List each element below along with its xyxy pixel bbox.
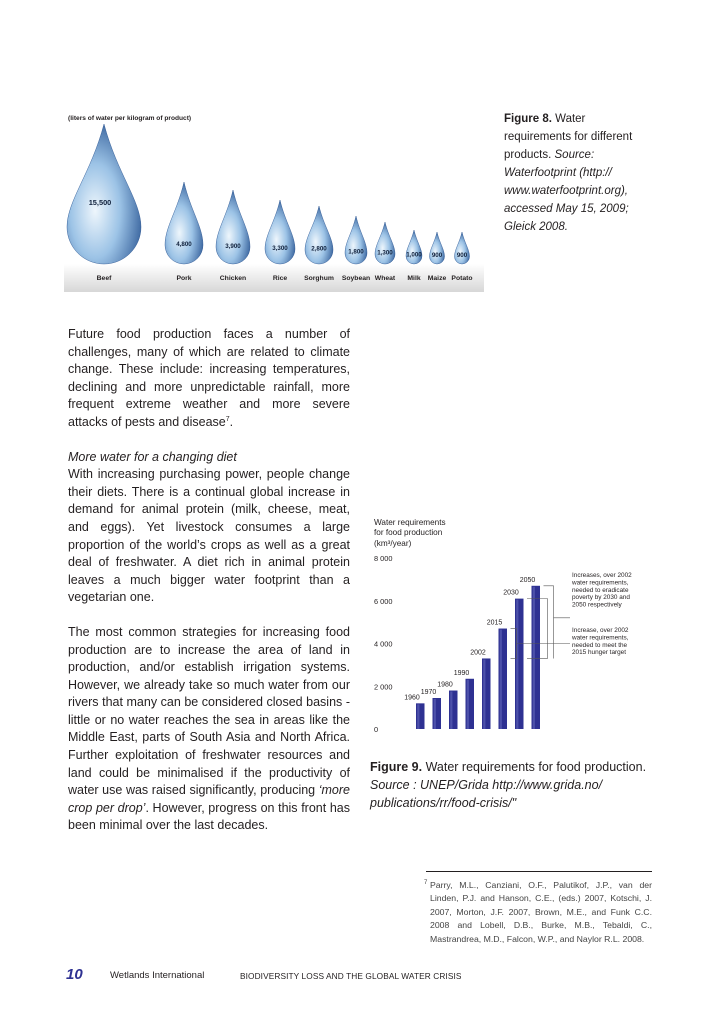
footnote-rule	[426, 871, 652, 872]
figure8-caption-label: Figure 8.	[504, 113, 552, 125]
drop-value: 900	[456, 251, 468, 259]
bar-year-label: 2050	[519, 576, 536, 584]
drop-beef	[67, 124, 141, 264]
bar-highlight	[417, 704, 419, 729]
bar-year-label: 1980	[437, 681, 453, 689]
figure9-caption-label: Figure 9.	[370, 760, 423, 774]
annotation-hunger: Increase, over 2002 water requirements, needed to meet the 2015 hunger target	[572, 627, 629, 657]
y-tick-label: 2 000	[374, 682, 393, 692]
drop-value: 3,900	[225, 242, 241, 250]
footer-title: BIODIVERSITY LOSS AND THE GLOBAL WATER CRISIS	[240, 971, 462, 981]
drop-label: Sorghum	[304, 275, 334, 282]
drop-pork	[165, 182, 203, 264]
drop-label: Wheat	[374, 275, 396, 282]
drop-value: 1,300	[377, 249, 393, 257]
drop-label: Pork	[176, 275, 192, 282]
subheading: More water for a changing diet	[68, 449, 237, 464]
drop-label: Rice	[272, 275, 288, 282]
drop-wheat	[375, 222, 395, 264]
para3-text-b: . However, progress on this front has been minimal over the last decades.	[68, 800, 350, 833]
figure8-caption-source: Source: Waterfootprint (http:// www.waterfootprint.org), accessed May 15, 2009; Gleick 2008.	[504, 149, 629, 233]
bar-highlight	[483, 659, 485, 729]
drop-soybean	[345, 216, 367, 264]
para3-text-a: The most common strategies for increasing food production are to increase the area of land in production, and/or establish irrigation systems. However, we already take so much water from our rivers that many can be considered closed basins - little or no water reaches the sea in areas like the Middle East, parts of South Asia and North Africa. Further exploitation of freshwater resources and land could be minimalised if the productivity of water use was raised significantly, producing	[68, 624, 350, 798]
bar-highlight	[434, 699, 436, 729]
bracket-2050	[544, 586, 554, 659]
figure9-caption	[370, 758, 660, 812]
bar-highlight	[467, 680, 469, 729]
paragraph-2: With increasing purchasing power, people change their diets. There is a continual global increase in demand for animal protein (milk, cheese, meat, and eggs). Yet livestock consumes a large proportion of the world’s crops as well as a great deal of freshwater. A diet rich in animal protein leaves a much bigger water footprint than a vegetarian one.	[68, 467, 350, 605]
bar-year-label: 1960	[404, 694, 420, 702]
drop-chicken	[216, 190, 250, 264]
y-tick-label: 4 000	[374, 639, 393, 649]
drop-label: Maize	[427, 275, 447, 282]
fig9-ylabel: (km³/year)	[374, 539, 412, 548]
drop-value: 2,800	[311, 245, 327, 253]
y-tick-label: 0	[374, 725, 379, 734]
para1-text: Future food production faces a number of challenges, many of which are related to climate change. These include: increasing temperatures, declining and more unpredictable rainfall, more frequent extreme weather and more severe attacks of pests and disease	[68, 327, 350, 429]
drop-label: Milk	[407, 275, 421, 282]
drop-label: Chicken	[219, 275, 247, 282]
drop-value: 900	[431, 251, 443, 259]
para1-end: .	[229, 414, 234, 429]
drop-value: 4,800	[176, 240, 192, 248]
bar-highlight	[450, 692, 452, 729]
figure9-caption-source: Source : UNEP/Grida http://www.grida.no/ publications/rr/food-crisis/"	[370, 778, 603, 810]
drop-value: 15,500	[88, 198, 112, 208]
paragraph-3	[68, 624, 350, 835]
bar-year-label: 2030	[503, 589, 519, 597]
fig9-title-line1: Water requirements	[374, 518, 446, 527]
footnote	[424, 879, 652, 946]
footnote-ref: 7	[225, 415, 230, 423]
drop-rice	[265, 200, 295, 264]
bar-year-label: 2002	[470, 649, 486, 657]
bar-highlight	[516, 600, 518, 729]
y-tick-label: 6 000	[374, 596, 393, 606]
body-column	[68, 326, 350, 835]
drop-potato	[455, 232, 470, 264]
footnote-number: 7	[424, 880, 428, 886]
figure8-caption-text: Water requirements for different products.	[504, 113, 633, 161]
fig9-title-line2: for food production	[374, 528, 443, 537]
footer-org: Wetlands International	[110, 970, 205, 981]
bar-year-label: 1990	[453, 669, 470, 677]
drop-milk	[406, 230, 422, 264]
drop-label: Potato	[451, 275, 473, 282]
drop-sorghum	[305, 206, 333, 264]
bar-highlight	[533, 587, 535, 729]
fig8-unit-label: (liters of water per kilogram of product)	[68, 115, 192, 122]
drop-value: 3,300	[272, 244, 288, 252]
drop-label: Beef	[96, 275, 112, 282]
drop-label: Soybean	[341, 275, 371, 282]
para3-italic: ‘more crop per drop’	[68, 783, 350, 815]
y-tick-label: 8 000	[374, 554, 393, 563]
figure9-caption-text: Water requirements for food production.	[425, 760, 647, 774]
bar-year-label: 2015	[486, 619, 503, 627]
annotation-poverty: Increases, over 2002 water requirements, needed to eradicate poverty by 2030 and 2050 respectively	[572, 572, 632, 609]
drop-maize	[430, 232, 445, 264]
figure8-caption	[504, 110, 654, 236]
figure8-drops-chart	[64, 106, 484, 292]
bar-highlight	[500, 630, 502, 729]
footnote-text: Parry, M.L., Canziani, O.F., Palutikof, J.P., van der Linden, P.J. and Hanson, C.E., (eds.) 2007, Kotschi, J. 2007, Morton, J.F. 2007, Brown, M.E., and Funk C.C. 2008 and Lobell, D.B., Burke, M.B., Tebaldi, C., Mastrandrea, M.D., Falcon, W.P., and Naylor R.L. 2008.	[430, 880, 652, 944]
bar-year-label: 1970	[420, 689, 437, 697]
figure9-bar-chart	[366, 506, 656, 748]
drop-value: 1,800	[348, 248, 364, 256]
paragraph-1	[68, 326, 350, 432]
page-number: 10	[66, 966, 83, 983]
drop-value: 1,000	[406, 251, 422, 259]
